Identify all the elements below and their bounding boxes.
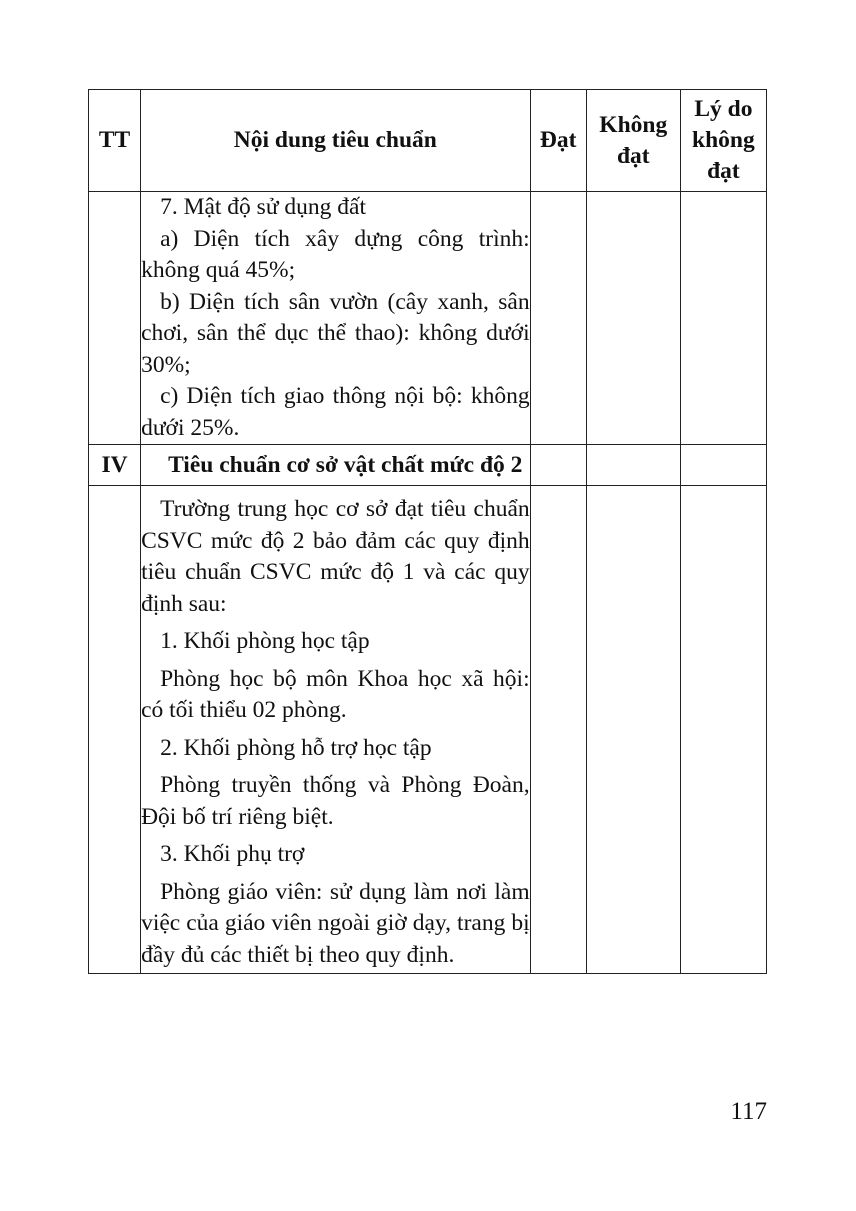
dat-cell <box>530 486 586 974</box>
header-ly-do: Lý do không đạt <box>680 90 766 192</box>
list-item: c) Diện tích giao thông nội bộ: không dưới 25%. <box>141 383 530 441</box>
list-item: Phòng học bộ môn Khoa học xã hội: có tối thiểu 02 phòng. <box>141 665 530 723</box>
list-item: b) Diện tích sân vườn (cây xanh, sân chơi, sân thể dục thể thao): không dưới 30%; <box>141 288 530 378</box>
table-row <box>89 192 767 445</box>
section-row <box>89 445 767 486</box>
ly-do-cell <box>680 192 766 445</box>
list-item: 1. Khối phòng học tập <box>160 628 370 654</box>
list-item: Phòng truyền thống và Phòng Đoàn, Đội bố trí riêng biệt. <box>141 772 530 830</box>
khong-dat-cell <box>586 486 680 974</box>
dat-cell <box>530 445 586 486</box>
row-number-cell <box>89 192 141 445</box>
list-item: 2. Khối phòng hỗ trợ học tập <box>160 734 432 761</box>
header-content: Nội dung tiêu chuẩn <box>141 90 531 192</box>
ly-do-cell <box>680 486 766 974</box>
list-item: 3. Khối phụ trợ <box>160 841 305 867</box>
list-item: Trường trung học cơ sở đạt tiêu chuẩn CSVC mức độ 2 bảo đảm các quy định tiêu chuẩn CSVC mức độ 1 và các quy định sau: <box>141 496 530 617</box>
header-dat: Đạt <box>530 90 586 192</box>
dat-cell <box>530 192 586 445</box>
khong-dat-cell <box>586 192 680 445</box>
content-cell <box>141 192 531 445</box>
header-tt: TT <box>89 90 141 192</box>
page-number: 117 <box>730 1098 767 1125</box>
table-header-row <box>89 90 767 192</box>
ly-do-cell <box>680 445 766 486</box>
table-row <box>89 486 767 974</box>
section-title: Tiêu chuẩn cơ sở vật chất mức độ 2 <box>141 445 531 486</box>
content-cell <box>141 486 531 974</box>
list-item: 7. Mật độ sử dụng đất <box>160 194 367 220</box>
list-item: Phòng giáo viên: sử dụng làm nơi làm việc của giáo viên ngoài giờ dạy, trang bị đầy đủ các thiết bị theo quy định. <box>141 878 530 968</box>
list-item: a) Diện tích xây dựng công trình: không quá 45%; <box>141 225 530 283</box>
row-number-cell <box>89 486 141 974</box>
standards-table <box>88 89 767 974</box>
header-khong-dat: Không đạt <box>586 90 680 192</box>
section-number: IV <box>89 445 141 486</box>
khong-dat-cell <box>586 445 680 486</box>
